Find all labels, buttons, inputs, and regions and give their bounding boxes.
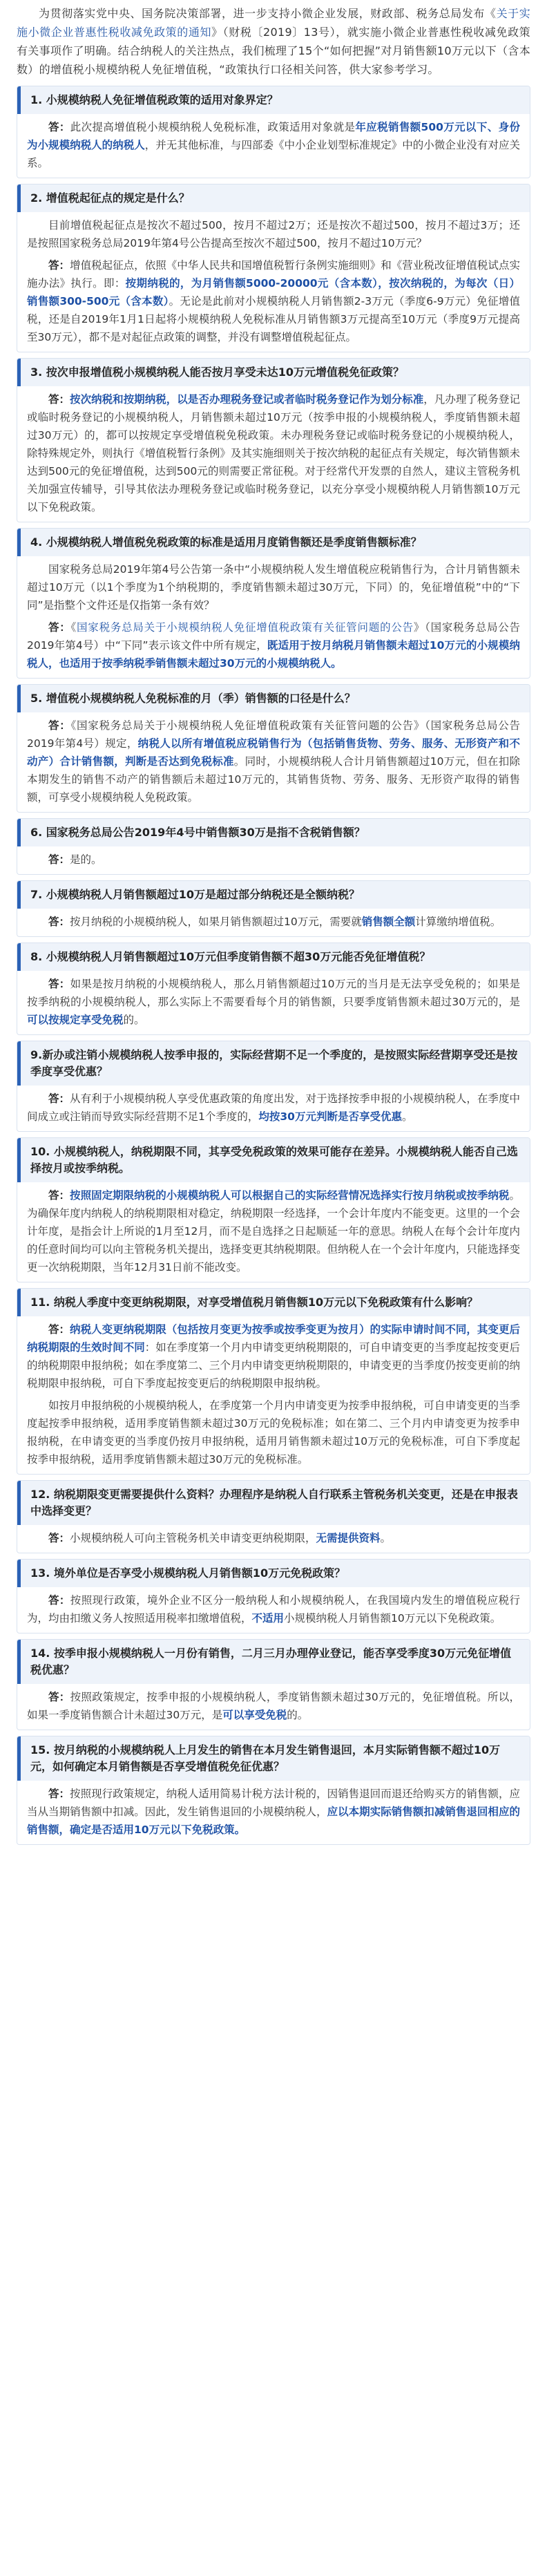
answer-body [17, 1684, 530, 1730]
answer-text: 。为确保年度内纳税人的纳税期限相对稳定，纳税期限一经选择，一个会计年度内不能变更。这里的一个会计年度，是指会计上所说的1月至12月，而不是自选择之日起顺延一年的意思。纳税人在每个会计年度内的任意时间均可以向主管税务机关提出，选择变更其纳税期限。但纳税人在一个会计年度内，只能选择变更一次纳税期限，当年12月31日前不能改变。 [27, 1189, 520, 1273]
question-heading: 3. 按次申报增值税小规模纳税人能否按月享受未达10万元增值税免征政策？ [17, 359, 530, 386]
question-heading: 2. 增值税起征点的规定是什么？ [17, 184, 530, 212]
answer-text: 按照现行政策，境外企业不区分一般纳税人和小规模纳税人，在我国境内发生的增值税应税行为，均由扣缴义务人按照适用税率扣缴增值税， [27, 1594, 520, 1625]
qa-item [17, 86, 530, 178]
question-heading: 8. 小规模纳税人月销售额超过10万元但季度销售额不超30万元能否免征增值税？ [17, 943, 530, 971]
answer-paragraph [27, 118, 520, 172]
answer-paragraph [27, 975, 520, 1029]
qa-item [17, 684, 530, 813]
answer-paragraph [27, 851, 520, 869]
answer-text: 增值税起征点，依照《中华人民共和国增值税暂行条例实施细则》和《营业税改征增值税试点实施办法》执行。即： [27, 259, 520, 290]
answer-paragraph [27, 618, 520, 672]
answer-text: 。 [380, 1532, 392, 1544]
answer-body [17, 712, 530, 812]
question-heading: 12. 纳税期限变更需要提供什么资料？办理程序是纳税人自行联系主管税务机关变更，还是在申报表中选择变更？ [17, 1481, 530, 1525]
answer-paragraph [27, 1785, 520, 1839]
highlighted-text: 既适用于按月纳税月销售额未超过10万元的小规模纳税人，也适用于按季纳税季销售额未超过30万元的小规模纳税人。 [27, 639, 521, 670]
question-heading: 4. 小规模纳税人增值税免税政策的标准是适用月度销售额还是季度销售额标准？ [17, 529, 530, 556]
highlighted-text: 均按30万元判断是否享受优惠 [258, 1110, 402, 1123]
answer-text: 《 [70, 621, 77, 634]
qa-item [17, 1639, 530, 1730]
answer-text: 从有利于小规模纳税人享受优惠政策的角度出发，对于选择按季申报的小规模纳税人，在季度中间成立或注销而导致实际经营期不足1个季度的， [27, 1092, 520, 1123]
answer-body [17, 846, 530, 874]
intro-paragraph [17, 4, 530, 79]
highlighted-text: 可以按规定享受免税 [27, 1014, 124, 1026]
highlighted-text: 按期纳税的，为月销售额5000-20000元（含本数），按次纳税的，为每次（日）销售额300-500元（含本数） [27, 277, 520, 307]
question-heading: 1. 小规模纳税人免征增值税政策的适用对象界定？ [17, 86, 530, 114]
highlighted-text: 应以本期实际销售额扣减销售退回相应的销售额，确定是否适用10万元以下免税政策。 [27, 1806, 520, 1836]
answer-text: 小规模纳税人月销售额10万元以下免税政策。 [284, 1612, 501, 1625]
answer-label: 答： [48, 1532, 70, 1544]
question-heading: 15. 按月纳税的小规模纳税人上月发生的销售在本月发生销售退回，本月实际销售额不超过10万元，如何确定本月销售额是否享受增值税免征优惠？ [17, 1736, 530, 1781]
highlighted-text: 按次纳税和按期纳税，以是否办理税务登记或者临时税务登记作为划分标准 [70, 393, 424, 406]
intro-text-2: 》（财税〔2019〕13号），就实施小微企业普惠性税收减免政策有关事项作了明确。结合纳税人的关注热点，我们梳理了15个“如何把握”对月销售额10万元以下（含本数）的增值税小规模纳税人免征增值税，“政策执行口径相关问答，供大家参考学习。 [17, 26, 530, 76]
answer-text: 按照政策规定，按季申报的小规模纳税人，季度销售额未超过30万元的，免征增值税。所以，如果一季度销售额合计未超过30万元，是 [27, 1691, 520, 1721]
answer-paragraph [27, 390, 520, 516]
answer-label: 答： [48, 393, 70, 406]
answer-text: 如按月申报纳税的小规模纳税人，在季度第一个月内申请变更为按季申报纳税，可自申请变更的当季度起按季申报纳税，适用季度销售额未超过30万元的免税标准；如在第二、三个月内申请变更为按季申报纳税，在申请变更的当季度仍按月申报纳税，适用月销售额未超过10万元的免税标准，可自下季度起按季申报纳税，适用季度销售额未超过30万元的免税标准。 [27, 1399, 520, 1466]
answer-paragraph [27, 1396, 520, 1468]
qa-item [17, 1736, 530, 1845]
answer-text: 。同时，小规模纳税人合计月销售额超过10万元，但在扣除本期发生的销售不动产的销售额后未超过10万元的，其销售货物、劳务、服务、无形资产取得的销售额，可享受小规模纳税人免税政策。 [27, 755, 520, 804]
question-heading: 14. 按季申报小规模纳税人一月份有销售，二月三月办理停业登记，能否享受季度30万元免征增值税优惠？ [17, 1640, 530, 1684]
answer-text: 此次提高增值税小规模纳税人免税标准，政策适用对象就是 [70, 121, 356, 133]
answer-body [17, 556, 530, 678]
qa-item [17, 880, 530, 937]
answer-paragraph [27, 560, 520, 614]
answer-paragraph [27, 1688, 520, 1724]
question-heading: 9.新办或注销小规模纳税人按季申报的，实际经营期不足一个季度的，是按照实际经营期享受还是按季度享受优惠？ [17, 1041, 530, 1086]
answer-text: 按照现行政策规定，纳税人适用简易计税方法计税的，因销售退回而退还给购买方的销售额，应当从当期销售额中扣减。因此，发生销售退回的小规模纳税人， [27, 1788, 520, 1818]
answer-body [17, 1525, 530, 1553]
highlighted-text: 不适用 [251, 1612, 285, 1625]
answer-label: 答： [48, 853, 70, 866]
answer-label: 答： [48, 1594, 70, 1607]
answer-text: ，并无其他标准，与四部委《中小企业划型标准规定》中的小微企业没有对应关系。 [27, 139, 520, 169]
answer-label: 答： [48, 1691, 70, 1703]
answer-paragraph [27, 913, 520, 931]
answer-label: 答： [48, 916, 70, 928]
qa-item [17, 1480, 530, 1553]
answer-label: 答： [48, 1788, 70, 1800]
answer-text: 。 [401, 1110, 413, 1123]
answer-paragraph [27, 1186, 520, 1276]
highlighted-text: 年应税销售额500万元以下、身份为小规模纳税人的纳税人 [27, 121, 520, 151]
answer-paragraph [27, 1591, 520, 1627]
question-heading: 10. 小规模纳税人，纳税期限不同，其享受免税政策的效果可能存在差异。小规模纳税人能否自己选择按月或按季纳税。 [17, 1138, 530, 1182]
answer-label: 答： [48, 719, 71, 732]
answer-text: ，凡办理了税务登记或临时税务登记的小规模纳税人，月销售额未超过10万元（按季申报的小规模纳税人，季度销售额未超过30万元）的，都可以按规定享受增值税免税政策。未办理税务登记或临时税务登记的小规模纳税人，除特殊规定外，则执行《增值税暂行条例》及其实施细则关于按次纳税的起征点有关规定，每次销售额未达到500元的免征增值税，达到500元的则需要正常征税。对于经常代开发票的自然人，建议主管税务机关加强宣传辅导，引导其依法办理税务登记或临时税务登记，以充分享受小规模纳税人月销售额10万元以下免税政策。 [27, 393, 520, 513]
question-heading: 13. 境外单位是否享受小规模纳税人月销售额10万元免税政策？ [17, 1560, 530, 1587]
answer-paragraph [27, 1090, 520, 1126]
answer-text: 如果是按月纳税的小规模纳税人，那么月销售额超过10万元的当月是无法享受免税的；如果是按季纳税的小规模纳税人，那么实际上不需要看每个月的销售额，只要季度销售额未超过30万元的，是 [27, 978, 520, 1008]
qa-item [17, 818, 530, 875]
answer-text: 》（国家税务总局公告2019年第4号）中“下同”表示该文件中所有规定， [27, 621, 520, 652]
answer-body [17, 1587, 530, 1633]
answer-text: 计算缴纳增值税。 [415, 916, 501, 928]
answer-body [17, 1781, 530, 1844]
answer-text: 是的。 [70, 853, 102, 866]
qa-item [17, 1559, 530, 1633]
answer-body [17, 1316, 530, 1474]
question-heading: 7. 小规模纳税人月销售额超过10万是超过部分纳税还是全额纳税？ [17, 881, 530, 909]
answer-body [17, 212, 530, 352]
answer-text: ：如在季度第一个月内申请变更纳税期限的，可自申请变更的当季度起按变更后的纳税期限申报纳税；如在季度第二、三个月内申请变更纳税期限的，申请变更的当季度仍按变更前的纳税期限申报纳税，可自下季度起按变更后的纳税期限申报纳税。 [27, 1341, 520, 1390]
answer-text: 国家税务总局2019年第4号公告第一条中“小规模纳税人发生增值税应税销售行为，合计月销售额未超过10万元（以1个季度为1个纳税期的，季度销售额未超过30万元，下同）的，免征增值税”中的“下同”是指整个文件还是仅指第一条有效？ [27, 563, 520, 612]
answer-body [17, 971, 530, 1034]
policy-notice-link[interactable]: 关于实施小微企业普惠性税收减免政策的通知 [17, 7, 530, 39]
answer-text: 。无论是此前对小规模纳税人月销售额2-3万元（季度6-9万元）免征增值税，还是自2019年1月1日起将小规模纳税人免税标准从月销售额3万元提高至10万元（季度9万元提高至30万元），都不是对起征点政策的调整，并没有调整增值税起征点。 [27, 295, 520, 343]
qa-item [17, 943, 530, 1035]
answer-paragraph [27, 1320, 520, 1392]
question-heading: 6. 国家税务总局公告2019年4号中销售额30万是指不含税销售额？ [17, 819, 530, 846]
answer-body [17, 1182, 530, 1282]
highlighted-text: 按照固定期限纳税的小规模纳税人可以根据自己的实际经营情况选择实行按月纳税或按季纳税 [70, 1189, 510, 1202]
answer-label: 答： [48, 1092, 70, 1105]
answer-text: 的。 [123, 1014, 145, 1026]
answer-text: 按月纳税的小规模纳税人，如果月销售额超过10万元，需要就 [70, 916, 362, 928]
answer-body [17, 909, 530, 936]
answer-paragraph [27, 1529, 520, 1547]
answer-label: 答： [48, 121, 70, 133]
answer-label: 答： [48, 259, 70, 272]
answer-paragraph [27, 717, 520, 806]
answer-text: 目前增值税起征点是按次不超过500，按月不超过2万；还是按次不超过500，按月不超过3万；还是按照国家税务总局2019年第4号公告提高至按次不超过500，按月不超过10万元？ [27, 219, 520, 249]
answer-label: 答： [48, 621, 71, 634]
highlighted-text: 无需提供资料 [316, 1532, 381, 1544]
highlighted-text: 销售额全额 [361, 916, 416, 928]
answer-body [17, 1086, 530, 1131]
qa-item [17, 1041, 530, 1132]
qa-item [17, 358, 530, 522]
intro-text-1: 为贯彻落实党中央、国务院决策部署，进一步支持小微企业发展，财政部、税务总局发布《 [39, 7, 497, 20]
qa-list [17, 86, 530, 1845]
question-heading: 5. 增值税小规模纳税人免税标准的月（季）销售额的口径是什么？ [17, 685, 530, 712]
answer-label: 答： [48, 1189, 70, 1202]
answer-label: 答： [48, 1323, 70, 1336]
answer-body [17, 386, 530, 522]
qa-item [17, 184, 530, 352]
highlighted-text: 纳税人以所有增值税应税销售行为（包括销售货物、劳务、服务、无形资产和不动产）合计销售额，判断是否达到免税标准 [27, 737, 520, 768]
answer-text: 小规模纳税人可向主管税务机关申请变更纳税期限， [70, 1532, 316, 1544]
qa-item [17, 528, 530, 679]
answer-text: 的。 [287, 1709, 309, 1721]
answer-label: 答： [48, 978, 70, 990]
question-heading: 11. 纳税人季度中变更纳税期限，对享受增值税月销售额10万元以下免税政策有什么影响？ [17, 1289, 530, 1316]
answer-text: 《国家税务总局关于小规模纳税人免征增值税政策有关征管问题的公告》（国家税务总局公告2019年第4号）规定， [27, 719, 520, 750]
highlighted-text: 可以享受免税 [222, 1709, 287, 1721]
qa-item [17, 1288, 530, 1475]
qa-item [17, 1137, 530, 1282]
highlighted-text: 纳税人变更纳税期限（包括按月变更为按季或按季变更为按月）的实际申请时间不同，其变更后纳税期限的生效时间不同 [27, 1323, 520, 1354]
answer-body [17, 114, 530, 178]
announcement-link[interactable]: 国家税务总局关于小规模纳税人免征增值税政策有关征管问题的公告 [77, 621, 414, 634]
answer-paragraph [27, 216, 520, 252]
answer-paragraph [27, 256, 520, 346]
